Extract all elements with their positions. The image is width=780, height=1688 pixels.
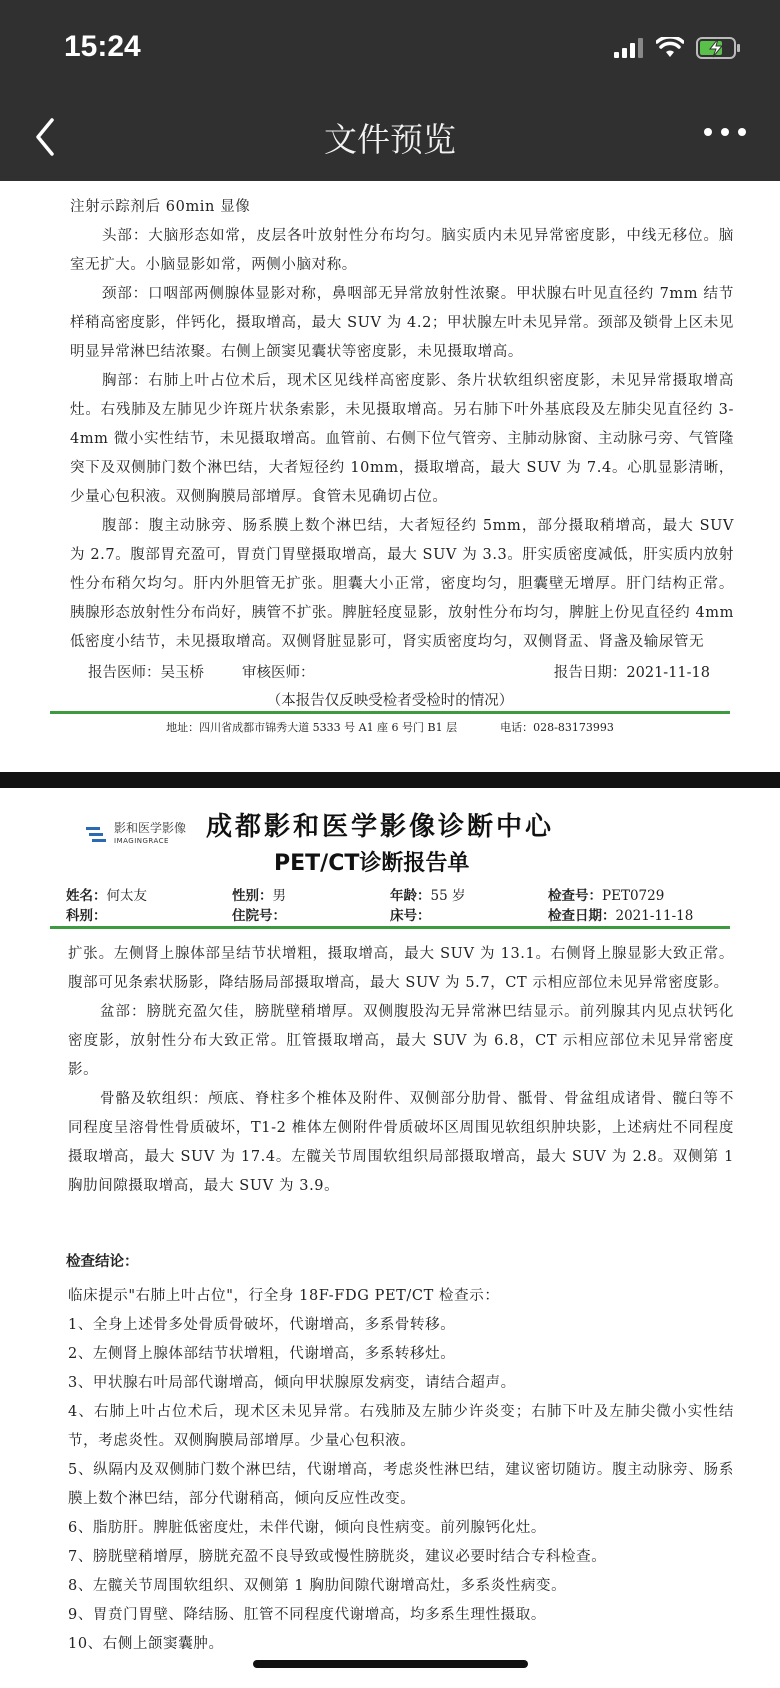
wifi-icon <box>656 37 684 59</box>
conclusion-item: 4、右肺上叶占位术后，现术区未见异常。右残肺及左肺少许炎变；右肺下叶及左肺尖微小实性结节，考虑炎性。双侧胸膜局部增厚。少量心包积液。 <box>68 1404 734 1449</box>
name-label: 姓名： <box>66 888 107 904</box>
report-doctor: 报告医师：吴玉桥 <box>88 665 204 681</box>
report-body-continued <box>68 940 734 1201</box>
status-time: 15:24 <box>64 30 141 63</box>
disclaimer: （本报告仅反映受检者受检时的情况） <box>266 693 514 709</box>
conclusion-item: 临床提示"右肺上叶占位"，行全身 18F-FDG PET/CT 检查示： <box>68 1288 500 1304</box>
review-doctor: 审核医师： <box>242 665 315 681</box>
conclusion-list <box>68 1282 734 1659</box>
battery-charging-icon <box>696 36 742 60</box>
bed-label: 床号： <box>390 908 431 924</box>
footer-address <box>0 719 780 735</box>
logo-cn: 影和医学影像 <box>114 821 187 835</box>
pelvis-findings: 盆部：膀胱充盈欠佳，膀胱壁稍增厚。双侧腹股沟无异常淋巴结显示。前列腺其内见点状钙化密度影，放射性分布大致正常。肛管摄取增高，最大 SUV 为 6.8，CT 示相应部位未见异常密度影。 <box>68 1004 734 1078</box>
header-divider <box>50 926 730 929</box>
report-title: PET/CT诊断报告单 <box>274 851 470 876</box>
status-icons <box>614 36 742 60</box>
more-dot-icon <box>704 128 712 136</box>
more-options-button[interactable] <box>704 128 746 136</box>
document-page-1[interactable] <box>0 181 780 772</box>
more-dot-icon <box>721 128 729 136</box>
conclusion-heading: 检查结论： <box>66 1254 139 1270</box>
logo-text <box>114 822 186 848</box>
patient-gender: 男 <box>272 888 286 904</box>
patient-name: 何太友 <box>106 888 147 904</box>
exam-date: 2021-11-18 <box>615 908 694 924</box>
conclusion-item: 3、甲状腺右叶局部代谢增高，倾向甲状腺原发病变，请结合超声。 <box>68 1375 516 1391</box>
neck-findings: 颈部：口咽部两侧腺体显影对称，鼻咽部无异常放射性浓聚。甲状腺右叶见直径约 7mm 结节样稍高密度影，伴钙化，摄取增高，最大 SUV 为 4.2；甲状腺左叶未见异常。颈部及锁骨上区未见明显异常淋巴结浓聚。右侧上颌窦见囊状等密度影，未见摄取增高。 <box>70 286 734 360</box>
scan-note: 注射示踪剂后 60min 显像 <box>70 199 251 215</box>
gender-label: 性别： <box>232 888 273 904</box>
chest-findings: 胸部：右肺上叶占位术后，现术区见线样高密度影、条片状软组织密度影，未见异常摄取增高灶。右残肺及左肺见少许斑片状条索影，未见摄取增高。另右肺下叶外基底段及左肺尖见直径约 3-4mm 微小实性结节，未见摄取增高。血管前、右侧下位气管旁、主肺动脉窗、主动脉弓旁、气管隆突下及双侧肺门数个淋巴结，大者短径约 10mm，摄取增高，最大 SUV 为 7.4。心肌显影清晰，少量心包积液。双侧胸膜局部增厚。食管未见确切占位。 <box>70 373 734 505</box>
logo-en: IMAGINGRACE <box>114 837 169 845</box>
home-indicator[interactable] <box>253 1660 528 1668</box>
logo-mark-icon <box>86 825 108 845</box>
phone-text: 电话：028-83173993 <box>500 721 614 734</box>
report-body <box>70 193 734 657</box>
exam-date-label: 检查日期： <box>548 908 616 924</box>
conclusion-item: 7、膀胱壁稍增厚，膀胱充盈不良导致或慢性膀胱炎，建议必要时结合专科检查。 <box>68 1549 607 1565</box>
address-text: 地址：四川省成都市锦秀大道 5333 号 A1 座 6 号门 B1 层 <box>166 721 458 734</box>
exam-no-label: 检查号： <box>548 888 602 904</box>
conclusion-item: 9、胃贲门胃壁、降结肠、肛管不同程度代谢增高，均多系生理性摄取。 <box>68 1607 546 1623</box>
dept-label: 科别： <box>66 908 107 924</box>
ward-label: 住院号： <box>232 908 286 924</box>
clinic-logo <box>86 822 186 848</box>
footer-divider <box>50 711 730 714</box>
more-dot-icon <box>738 128 746 136</box>
conclusion-item: 2、左侧肾上腺体部结节状增粗，代谢增高，多系转移灶。 <box>68 1346 456 1362</box>
abdomen-findings: 腹部：腹主动脉旁、肠系膜上数个淋巴结，大者短径约 5mm，部分摄取稍增高，最大 SUV 为 2.7。腹部胃充盈可，胃贲门胃壁摄取增高，最大 SUV 为 3.3。肝实质密度减低，肝实质内放射性分布稍欠均匀。肝内外胆管无扩张。胆囊大小正常，密度均匀，胆囊壁无增厚。肝门结构正常。胰腺形态放射性分布尚好，胰管不扩张。脾脏轻度显影，放射性分布均匀，脾脏上份见直径约 4mm 低密度小结节，未见摄取增高。双侧肾脏显影可，肾实质密度均匀，双侧肾盂、肾盏及输尿管无 <box>70 518 734 650</box>
conclusion-item: 1、全身上述骨多处骨质骨破坏，代谢增高，多系骨转移。 <box>68 1317 456 1333</box>
age-label: 年龄： <box>390 888 431 904</box>
conclusion-item: 8、左髋关节周围软组织、双侧第 1 胸肋间隙代谢增高灶，多系炎性病变。 <box>68 1578 567 1594</box>
document-page-2[interactable] <box>0 788 780 1688</box>
signal-icon <box>614 38 644 58</box>
hospital-name: 成都影和医学影像诊断中心 <box>206 812 555 842</box>
patient-age: 55 岁 <box>430 888 466 904</box>
exam-no: PET0729 <box>602 888 665 904</box>
app-header <box>0 0 780 181</box>
conclusion-item: 6、脂肪肝。脾脏低密度灶，未伴代谢，倾向良性病变。前列腺钙化灶。 <box>68 1520 546 1536</box>
conclusion-item: 5、纵隔内及双侧肺门数个淋巴结，代谢增高，考虑炎性淋巴结，建议密切随访。腹主动脉旁、肠系膜上数个淋巴结，部分代谢稍高，倾向反应性改变。 <box>68 1462 734 1507</box>
signature-row <box>88 661 710 682</box>
page-title: 文件预览 <box>324 120 456 159</box>
report-date: 报告日期：2021-11-18 <box>553 665 710 681</box>
head-findings: 头部：大脑形态如常，皮层各叶放射性分布均匀。脑实质内未见异常密度影，中线无移位。脑室无扩大。小脑显影如常，两侧小脑对称。 <box>70 228 734 273</box>
conclusion-item: 10、右侧上颌窦囊肿。 <box>68 1636 224 1652</box>
abdomen-findings-cont: 扩张。左侧肾上腺体部呈结节状增粗，摄取增高，最大 SUV 为 13.1。右侧肾上腺显影大致正常。腹部可见条索状肠影，降结肠局部摄取增高，最大 SUV 为 5.7，CT 示相应部位未见异常密度影。 <box>68 946 734 991</box>
bone-findings: 骨骼及软组织：颅底、脊柱多个椎体及附件、双侧部分肋骨、骶骨、骨盆组成诸骨、髋臼等不同程度呈溶骨性骨质破坏，T1-2 椎体左侧附件骨质破坏区周围见软组织肿块影，上述病灶不同程度摄取增高，最大 SUV 为 17.4。左髋关节周围软组织局部摄取增高，最大 SUV 为 2.8。双侧第 1 胸肋间隙摄取增高，最大 SUV 为 3.9。 <box>68 1091 734 1194</box>
